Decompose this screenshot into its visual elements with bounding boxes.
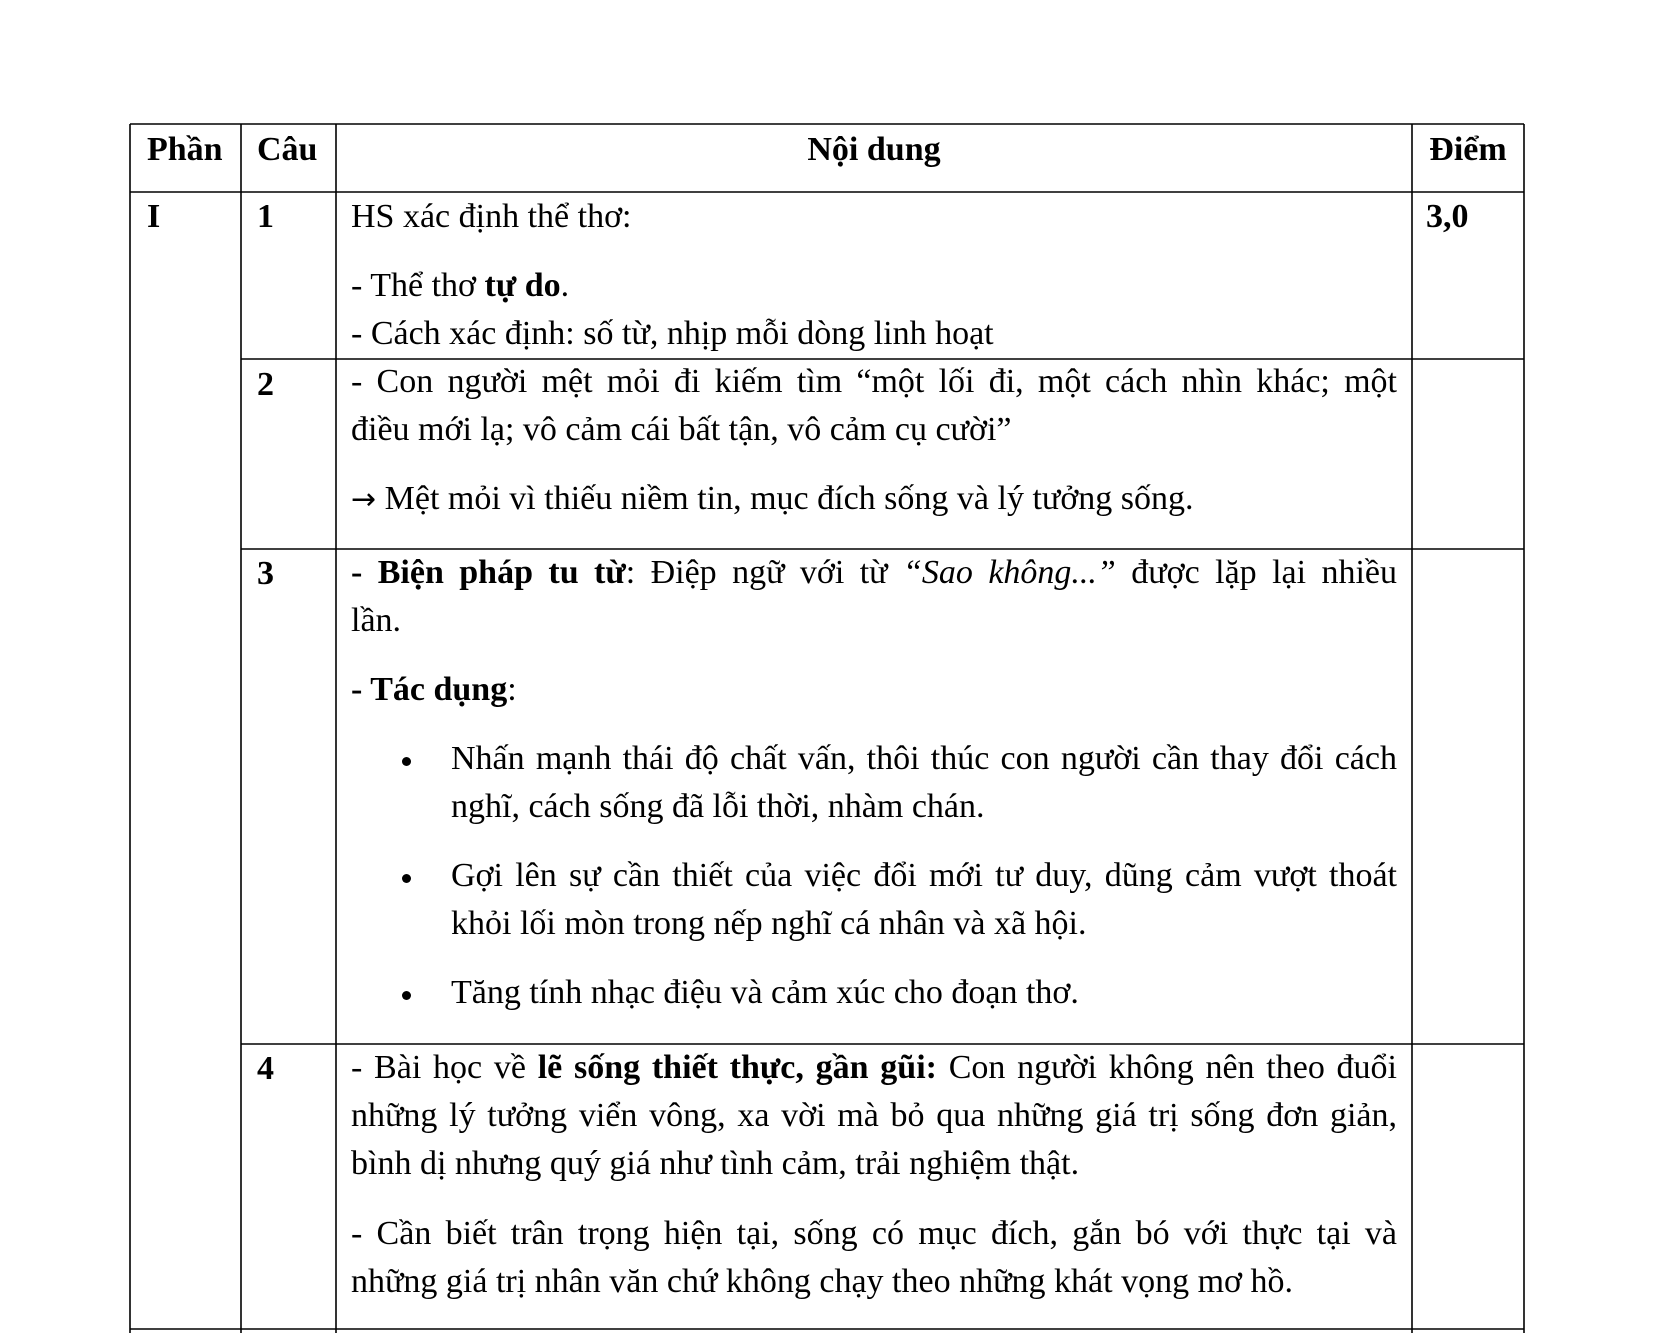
q1-poem-form-bold: tự do bbox=[484, 267, 561, 304]
q3-technique-rest: được lặp lại nhiều bbox=[1115, 554, 1397, 591]
q4-p1-line3: bình dị nhưng quý giá như tình cảm, trải nghiệm thật. bbox=[351, 1145, 1080, 1182]
q4-p1-prefix: - Bài học về bbox=[351, 1049, 538, 1086]
q2-line1: - Con người mệt mỏi đi kiếm tìm “một lối đi, một cách nhìn khác; một bbox=[351, 363, 1397, 400]
question-number-1: 1 bbox=[257, 198, 274, 235]
header-cau: Câu bbox=[257, 131, 318, 168]
q1-intro: HS xác định thể thơ: bbox=[351, 198, 632, 235]
q1-method: - Cách xác định: số từ, nhịp mỗi dòng linh hoạt bbox=[351, 315, 994, 352]
header-phan: Phần bbox=[147, 131, 223, 168]
q3-technique-colon: : Điệp ngữ với từ bbox=[625, 554, 904, 591]
q3-bullet-3-line1: Tăng tính nhạc điệu và cảm xúc cho đoạn thơ. bbox=[451, 974, 1079, 1011]
q3-technique-label: - Biện pháp tu từ bbox=[351, 554, 626, 591]
q4-p1-bold: lẽ sống thiết thực, gần gũi: bbox=[537, 1049, 937, 1086]
q3-bullet-1-line1: Nhấn mạnh thái độ chất vấn, thôi thúc con người cần thay đổi cách bbox=[451, 740, 1397, 777]
header-diem: Điểm bbox=[1429, 131, 1507, 168]
question-number-2: 2 bbox=[257, 366, 274, 403]
q1-poem-form-suffix: . bbox=[560, 267, 570, 304]
q4-p2-line2: những giá trị nhân văn chứ không chạy theo những khát vọng mơ hồ. bbox=[351, 1263, 1293, 1300]
q3-bullet-2-line1: Gợi lên sự cần thiết của việc đổi mới tư duy, dũng cảm vượt thoát bbox=[451, 857, 1397, 894]
q2-conclusion-text: Mệt mỏi vì thiếu niềm tin, mục đích sống và lý tưởng sống. bbox=[384, 480, 1194, 517]
question-number-4: 4 bbox=[257, 1050, 274, 1087]
q3-effect-label: - Tác dụng bbox=[351, 671, 508, 708]
bullet-dot-icon bbox=[402, 757, 411, 766]
bullet-dot-icon bbox=[402, 874, 411, 883]
q3-bullet-2-line2: khỏi lối mòn trong nếp nghĩ cá nhân và xã hội. bbox=[451, 905, 1087, 942]
q1-poem-form bbox=[351, 262, 569, 309]
q4-p1-line2: những lý tưởng viển vông, xa vời mà bỏ qua những giá trị sống đơn giản, bbox=[351, 1097, 1397, 1134]
q3-effect-heading bbox=[351, 666, 517, 713]
q4-p1-rest: Con người không nên theo đuổi bbox=[936, 1049, 1398, 1086]
bullet-dot-icon bbox=[402, 991, 411, 1000]
q3-bullet-1-line2: nghĩ, cách sống đã lỗi thời, nhàm chán. bbox=[451, 788, 985, 825]
q2-line2: điều mới lạ; vô cảm cái bất tận, vô cảm cụ cười” bbox=[351, 411, 1012, 448]
score-value: 3,0 bbox=[1426, 198, 1469, 235]
q4-p1-line1 bbox=[351, 1044, 1397, 1091]
question-number-3: 3 bbox=[257, 555, 274, 592]
arrow-right-icon: → bbox=[351, 482, 377, 517]
q3-technique-quote: “Sao không...” bbox=[903, 554, 1116, 591]
q1-poem-form-prefix: - Thể thơ bbox=[351, 267, 485, 304]
q2-conclusion bbox=[351, 475, 1194, 523]
part-number: I bbox=[147, 198, 161, 235]
q4-p2-line1: - Cần biết trân trọng hiện tại, sống có mục đích, gắn bó với thực tại và bbox=[351, 1215, 1397, 1252]
q3-technique-line1 bbox=[351, 549, 1397, 596]
q3-technique-line2: lần. bbox=[351, 602, 402, 639]
q3-effect-colon: : bbox=[507, 671, 517, 708]
header-noi-dung: Nội dung bbox=[807, 131, 941, 168]
